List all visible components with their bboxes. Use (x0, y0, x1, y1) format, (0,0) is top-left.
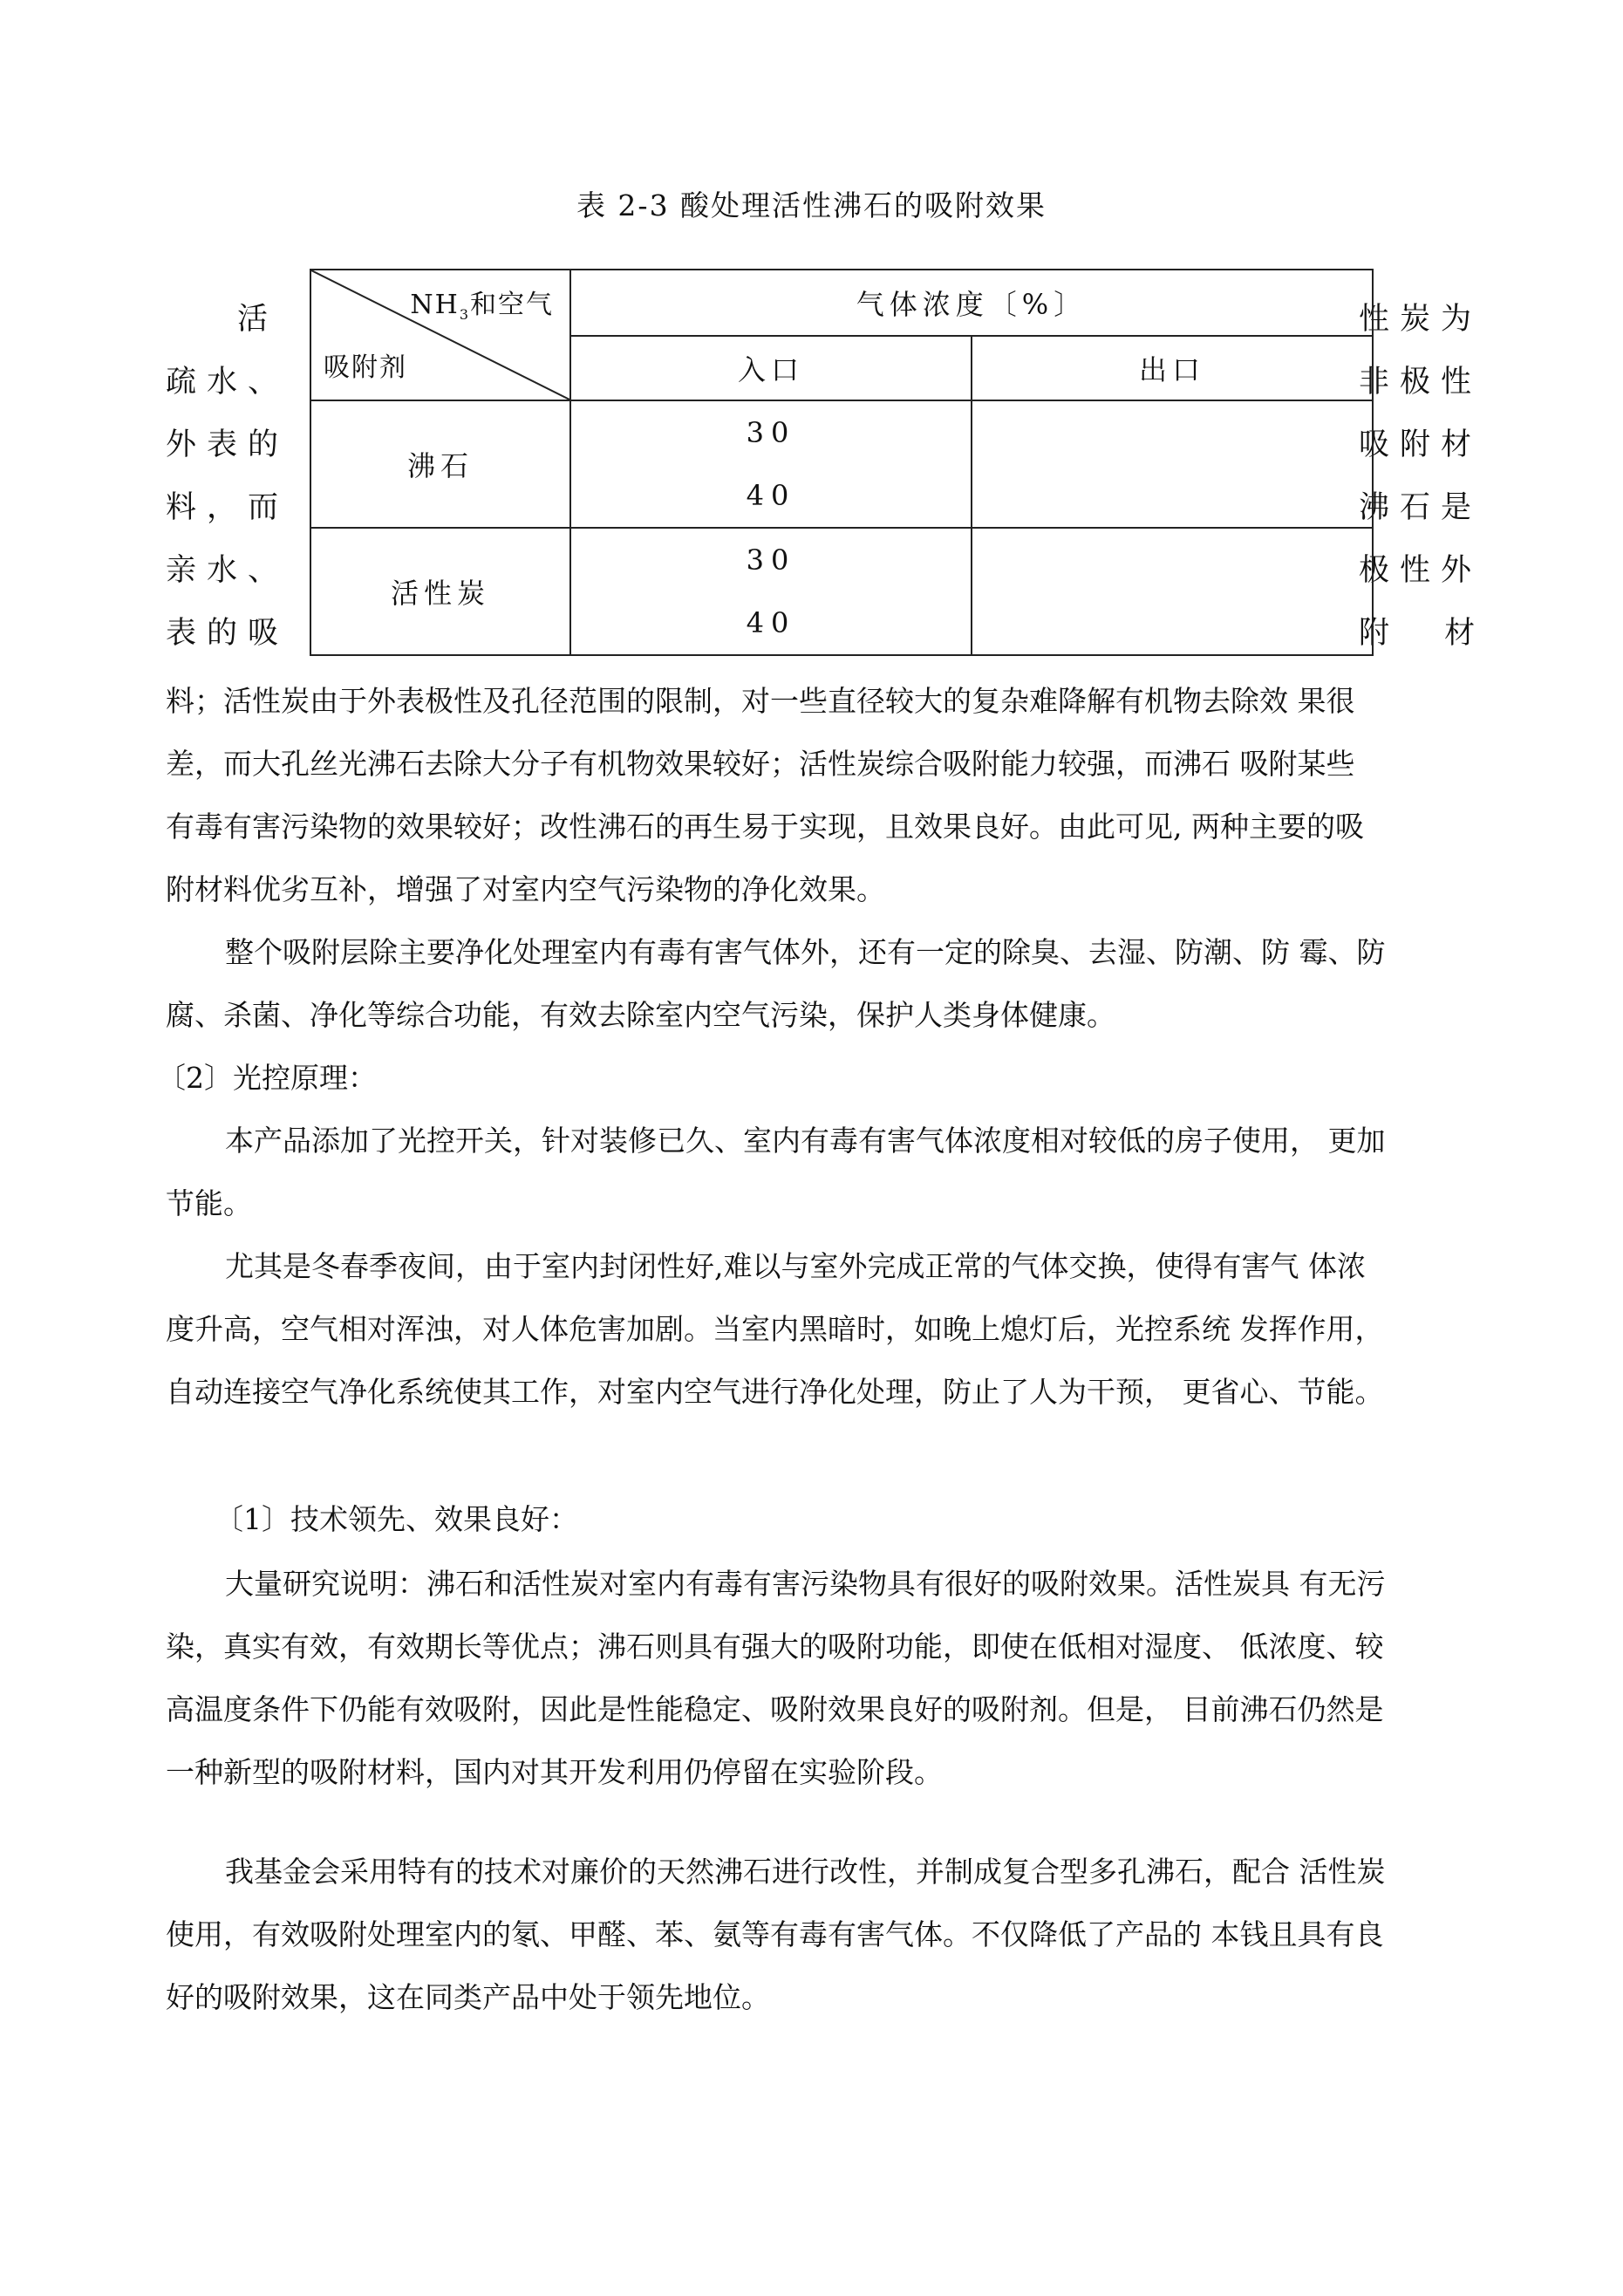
text-line: 整个吸附层除主要净化处理室内有毒有害气体外，还有一定的除臭、去湿、防潮、防 霉、防 (225, 935, 1386, 969)
text-line: 附材料优劣互补，增强了对室内空气污染物的净化效果。 (166, 872, 885, 906)
column-header-inlet: 入口 (570, 336, 972, 400)
right-fragment: 极性外 (1359, 553, 1483, 588)
text-line: 我基金会采用特有的技术对廉价的天然沸石进行改性，并制成复合型多孔沸石，配合 活性炭 (225, 1855, 1386, 1889)
corner-header-bottom: 吸附剂 (324, 352, 407, 383)
inlet-value: 40 (746, 606, 796, 639)
right-fragment: 附 材 (1359, 616, 1498, 651)
corner-header-top (410, 283, 554, 323)
corner-top-prefix: NH (410, 290, 460, 320)
table-row (310, 400, 1373, 528)
paragraph (166, 1110, 1474, 1235)
text-line: 节能。 (166, 1186, 252, 1220)
section-heading (157, 1047, 1465, 1110)
text-line: 高温度条件下仍能有效吸附，因此是性能稳定、吸附效果良好的吸附剂。但是， 目前沸石仍然是 (166, 1692, 1384, 1726)
column-header-outlet: 出口 (972, 336, 1373, 400)
text-line: 度升高，空气相对浑浊，对人体危害加剧。当室内黑暗时，如晚上熄灯后，光控系统 发挥作用， (166, 1312, 1384, 1346)
inlet-value: 30 (746, 416, 796, 449)
text-line: 腐、杀菌、净化等综合功能，有效去除室内空气污染，保护人类身体健康。 (166, 998, 1115, 1032)
text-line: 有毒有害污染物的效果较好；改性沸石的再生易于实现，且效果良好。由此可见, 两种主要的吸 (166, 810, 1364, 844)
corner-top-subscript: 3 (459, 306, 470, 323)
row-label: 活性炭 (310, 528, 570, 655)
right-fragment: 吸附材 (1359, 427, 1483, 462)
left-fragment: 亲水、 (166, 553, 290, 588)
text-line: 使用，有效吸附处理室内的氡、甲醛、苯、氨等有毒有害气体。不仅降低了产品的 本钱且具有良 (166, 1917, 1384, 1951)
right-fragment: 沸石是 (1359, 490, 1483, 525)
group-header: 气体浓度〔%〕 (570, 270, 1373, 336)
text-line: 大量研究说明：沸石和活性炭对室内有毒有害污染物具有很好的吸附效果。活性炭具 有无污 (225, 1567, 1386, 1601)
inlet-cell (570, 400, 972, 528)
row-label: 沸石 (310, 400, 570, 528)
paragraph (166, 670, 1474, 921)
left-fragment: 表的吸 (166, 616, 290, 651)
paragraph (166, 1235, 1474, 1424)
text-line: 料；活性炭由于外表极性及孔径范围的限制，对一些直径较大的复杂难降解有机物去除效 果很 (166, 684, 1355, 718)
section-heading (215, 1488, 1523, 1551)
right-fragment: 非极性 (1359, 365, 1483, 400)
corner-top-suffix: 和空气 (470, 290, 554, 320)
inlet-cell (570, 528, 972, 655)
table-caption: 表 2-3 酸处理活性沸石的吸附效果 (576, 188, 1047, 222)
text-line: 一种新型的吸附材料，国内对其开发利用仍停留在实验阶段。 (166, 1755, 943, 1789)
table-row (310, 528, 1373, 655)
left-fragment: 活 (237, 302, 279, 337)
left-fragment: 疏水、 (166, 365, 290, 400)
heading-text: 〔2〕光控原理： (157, 1061, 377, 1095)
paragraph (166, 1841, 1474, 2029)
inlet-value: 30 (746, 543, 796, 577)
paragraph (166, 921, 1474, 1047)
text-line: 染，真实有效，有效期长等优点；沸石则具有强大的吸附功能，即使在低相对湿度、 低浓度、较 (166, 1630, 1384, 1664)
inlet-value: 40 (746, 479, 796, 512)
text-line: 自动连接空气净化系统使其工作，对室内空气进行净化处理，防止了人为干预， 更省心、节能。 (166, 1375, 1384, 1409)
right-fragment: 性炭为 (1359, 302, 1483, 337)
text-line: 尤其是冬春季夜间，由于室内封闭性好,难以与室外完成正常的气体交换，使得有害气 体浓 (225, 1249, 1366, 1283)
text-line: 本产品添加了光控开关，针对装修已久、室内有毒有害气体浓度相对较低的房子使用， 更加 (225, 1124, 1386, 1158)
paragraph (166, 1553, 1474, 1804)
text-line: 差，而大孔丝光沸石去除大分子有机物效果较好；活性炭综合吸附能力较强，而沸石 吸附某些 (166, 747, 1355, 781)
left-fragment: 外表的 (166, 427, 290, 462)
corner-header-cell (310, 270, 570, 400)
left-fragment: 料，而 (166, 490, 290, 525)
outlet-cell (972, 400, 1373, 528)
heading-text: 〔1〕技术领先、效果良好： (215, 1502, 578, 1536)
text-line: 好的吸附效果，这在同类产品中处于领先地位。 (166, 1980, 770, 2014)
outlet-cell (972, 528, 1373, 655)
adsorption-table (310, 269, 1374, 656)
